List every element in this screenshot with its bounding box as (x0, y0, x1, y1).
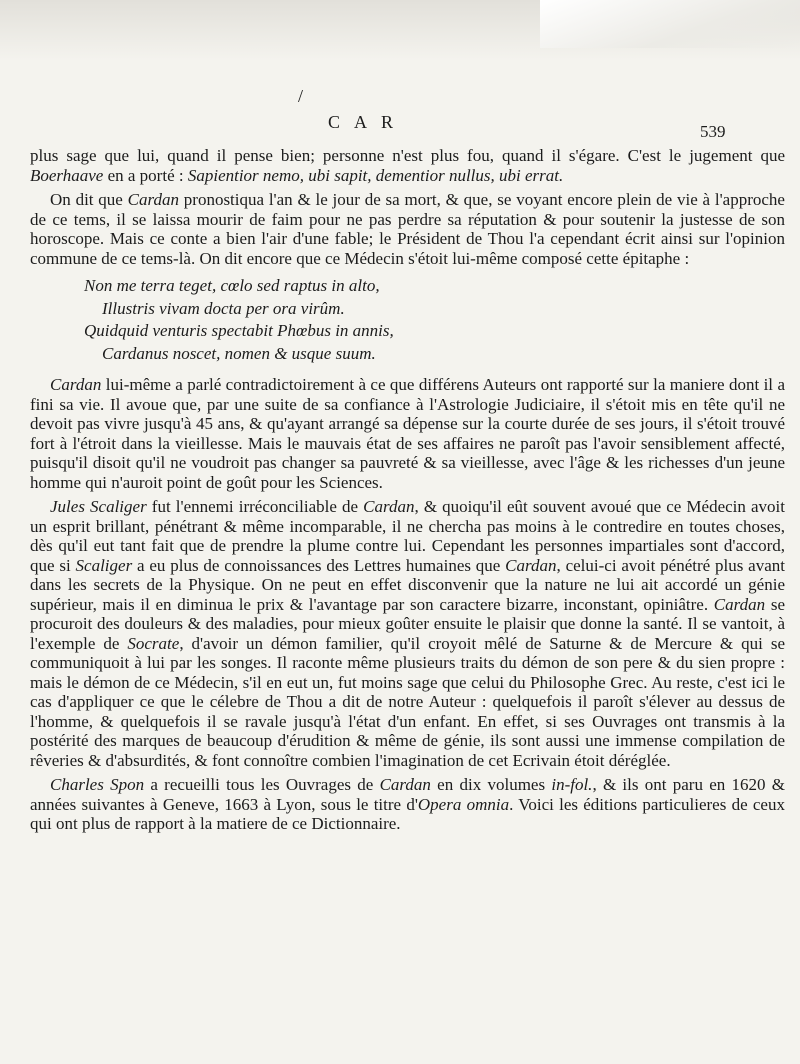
text-run: en dix volumes (430, 775, 552, 794)
italic-text: Cardan (505, 555, 557, 575)
text-run: , d'avoir un démon familier, qu'il croyoit mêlé de Saturne & de Mercure & qui se communiquoit à lui par les songes. Il raconte même plusieurs traits du démon de son pere & du sien propre : mais le démon de ce Médecin, s'il en eut un, fut moins sage que celui du Philosophe Grec. Au reste, c'est ici le cas d'appliquer ce que le célebre de Thou a dit de notre Auteur : quelquefois il paroît s'élever au dessus de l'homme, & quelquefois il se ravale jusqu'à l'état d'un enfant. En effet, si ses Ouvrages ont transmis à la postérité des marques de beaucoup d'érudition & même de génie, ils sont aussi une immense compilation de rêveries & d'absurdités, & font connoître combien l'imagination de cet Ecrivain étoit déréglée. (30, 633, 785, 770)
text-run: se procuroit des douleurs & des maladies, pour mieux goûter ensuite le plaisir que donne la santé. Il se vantoit, à l'exemple de (30, 594, 785, 653)
italic-text: in-fol. (551, 775, 593, 794)
text-run: On dit que (50, 190, 128, 209)
italic-text: Charles Spon (50, 775, 145, 794)
paragraph-p1 (30, 146, 785, 185)
page-fold (540, 0, 800, 48)
text-run: lui-même a parlé contradictoirement à ce que différens Auteurs ont rapporté sur la maniere dont il a fini sa vie. Il avoue que, par une suite de sa confiance à l'Astrologie Judiciaire, il s'étoit mis en tête qu'il ne devoit pas vivre jusqu'à 45 ans, & qu'ayant arrangé sa dépense sur la courte durée de ses jours, il s'étoit trouvé fort à l'étroit dans la vieillesse. Mais le mauvais état de ses affaires ne paroît pas l'avoir sensiblement affecté, puisqu'il disoit qu'il ne voudroit pas changer sa pauvreté & sa vieillesse, avec l'âge & les richesses d'un jeune homme qui n'auroit point de goût pour les Sciences. (30, 375, 785, 492)
margin-mark: / (298, 86, 304, 106)
italic-text: Scaliger (75, 555, 133, 575)
italic-text: Jules Scaliger (50, 497, 147, 516)
verse-line: Cardanus noscet, nomen & usque suum. (102, 343, 376, 363)
italic-text: Cardan (363, 497, 415, 516)
italic-text: Opera omnia (417, 794, 510, 814)
text-run: , & ils ont paru en 1620 & années suivantes à Geneve, 1663 à Lyon, sous le titre d' (30, 775, 785, 814)
text-run: pronostiqua l'an & le jour de sa mort, & que, se voyant encore plein de vie à l'approche de ce tems, il se laissa mourir de faim pour ne pas perdre sa réputation & pour soutenir la justesse de son horoscope. Mais ce conte a bien l'air d'une fable; le Président de Thou l'a cependant écrit ainsi sur l'opinion commune de ce tems-là. On dit encore que ce Médecin s'étoit lui-même composé cette épitaphe : (30, 190, 785, 268)
paragraphs-before-verse (30, 146, 785, 268)
text-run: . Voici les éditions particulieres de ceux qui ont plus de rapport à la matiere de ce Dictionnaire. (30, 794, 785, 833)
italic-text: Socrate (127, 633, 180, 653)
page-number: 539 (700, 122, 726, 141)
text-run: , & quoiqu'il eût souvent avoué que ce Médecin avoit un esprit brillant, pénétrant & même incomparable, il ne chercha pas moins à le contredire en toutes choses, dès qu'il eut tant fait que de prendre la plume contre lui. Cependant les personnes impartiales sont d'accord, que si (30, 497, 785, 575)
italic-text: Sapientior nemo, ubi sapit, dementior nullus, ubi errat. (187, 165, 564, 185)
text-run: fut l'ennemi irréconciliable de (146, 497, 364, 516)
italic-text: Cardan (127, 190, 179, 209)
italic-text: Cardan (50, 375, 102, 394)
italic-text: Cardan (713, 594, 766, 614)
paragraph-p5 (30, 775, 785, 834)
running-head: CAR (328, 112, 408, 132)
verse-line: Non me terra teget, cœlo sed raptus in alto, (84, 276, 380, 295)
verse-line: Quidquid venturis spectabit Phœbus in annis, (84, 321, 394, 340)
text-run: a eu plus de connoissances des Lettres humaines que (132, 555, 506, 575)
italic-text: Cardan (379, 775, 431, 794)
page-header (0, 112, 800, 142)
paragraph-p3 (30, 375, 785, 492)
paragraph-p2 (30, 190, 785, 268)
text-run: plus sage que lui, quand il pense bien; personne n'est plus fou, quand il s'égare. C'est le jugement que (30, 146, 785, 165)
epitaph-verse (84, 276, 785, 363)
text-run: , celui-ci avoit pénétré plus avant dans les secrets de la Physique. On ne peut en effet disconvenir que la nature ne lui ait accordé un génie supérieur, mais il en diminua le prix & l'avantage par son caractere bizarre, inconstant, opiniâtre. (30, 555, 785, 614)
text-run: en a porté : (103, 165, 188, 185)
verse-line: Illustris vivam docta per ora virûm. (102, 298, 345, 318)
paragraphs-after-verse (30, 375, 785, 834)
paragraph-p4 (30, 497, 785, 770)
text-run: a recueilli tous les Ouvrages de (144, 775, 380, 794)
italic-text: Boerhaave (30, 165, 104, 185)
page-body (30, 146, 785, 839)
